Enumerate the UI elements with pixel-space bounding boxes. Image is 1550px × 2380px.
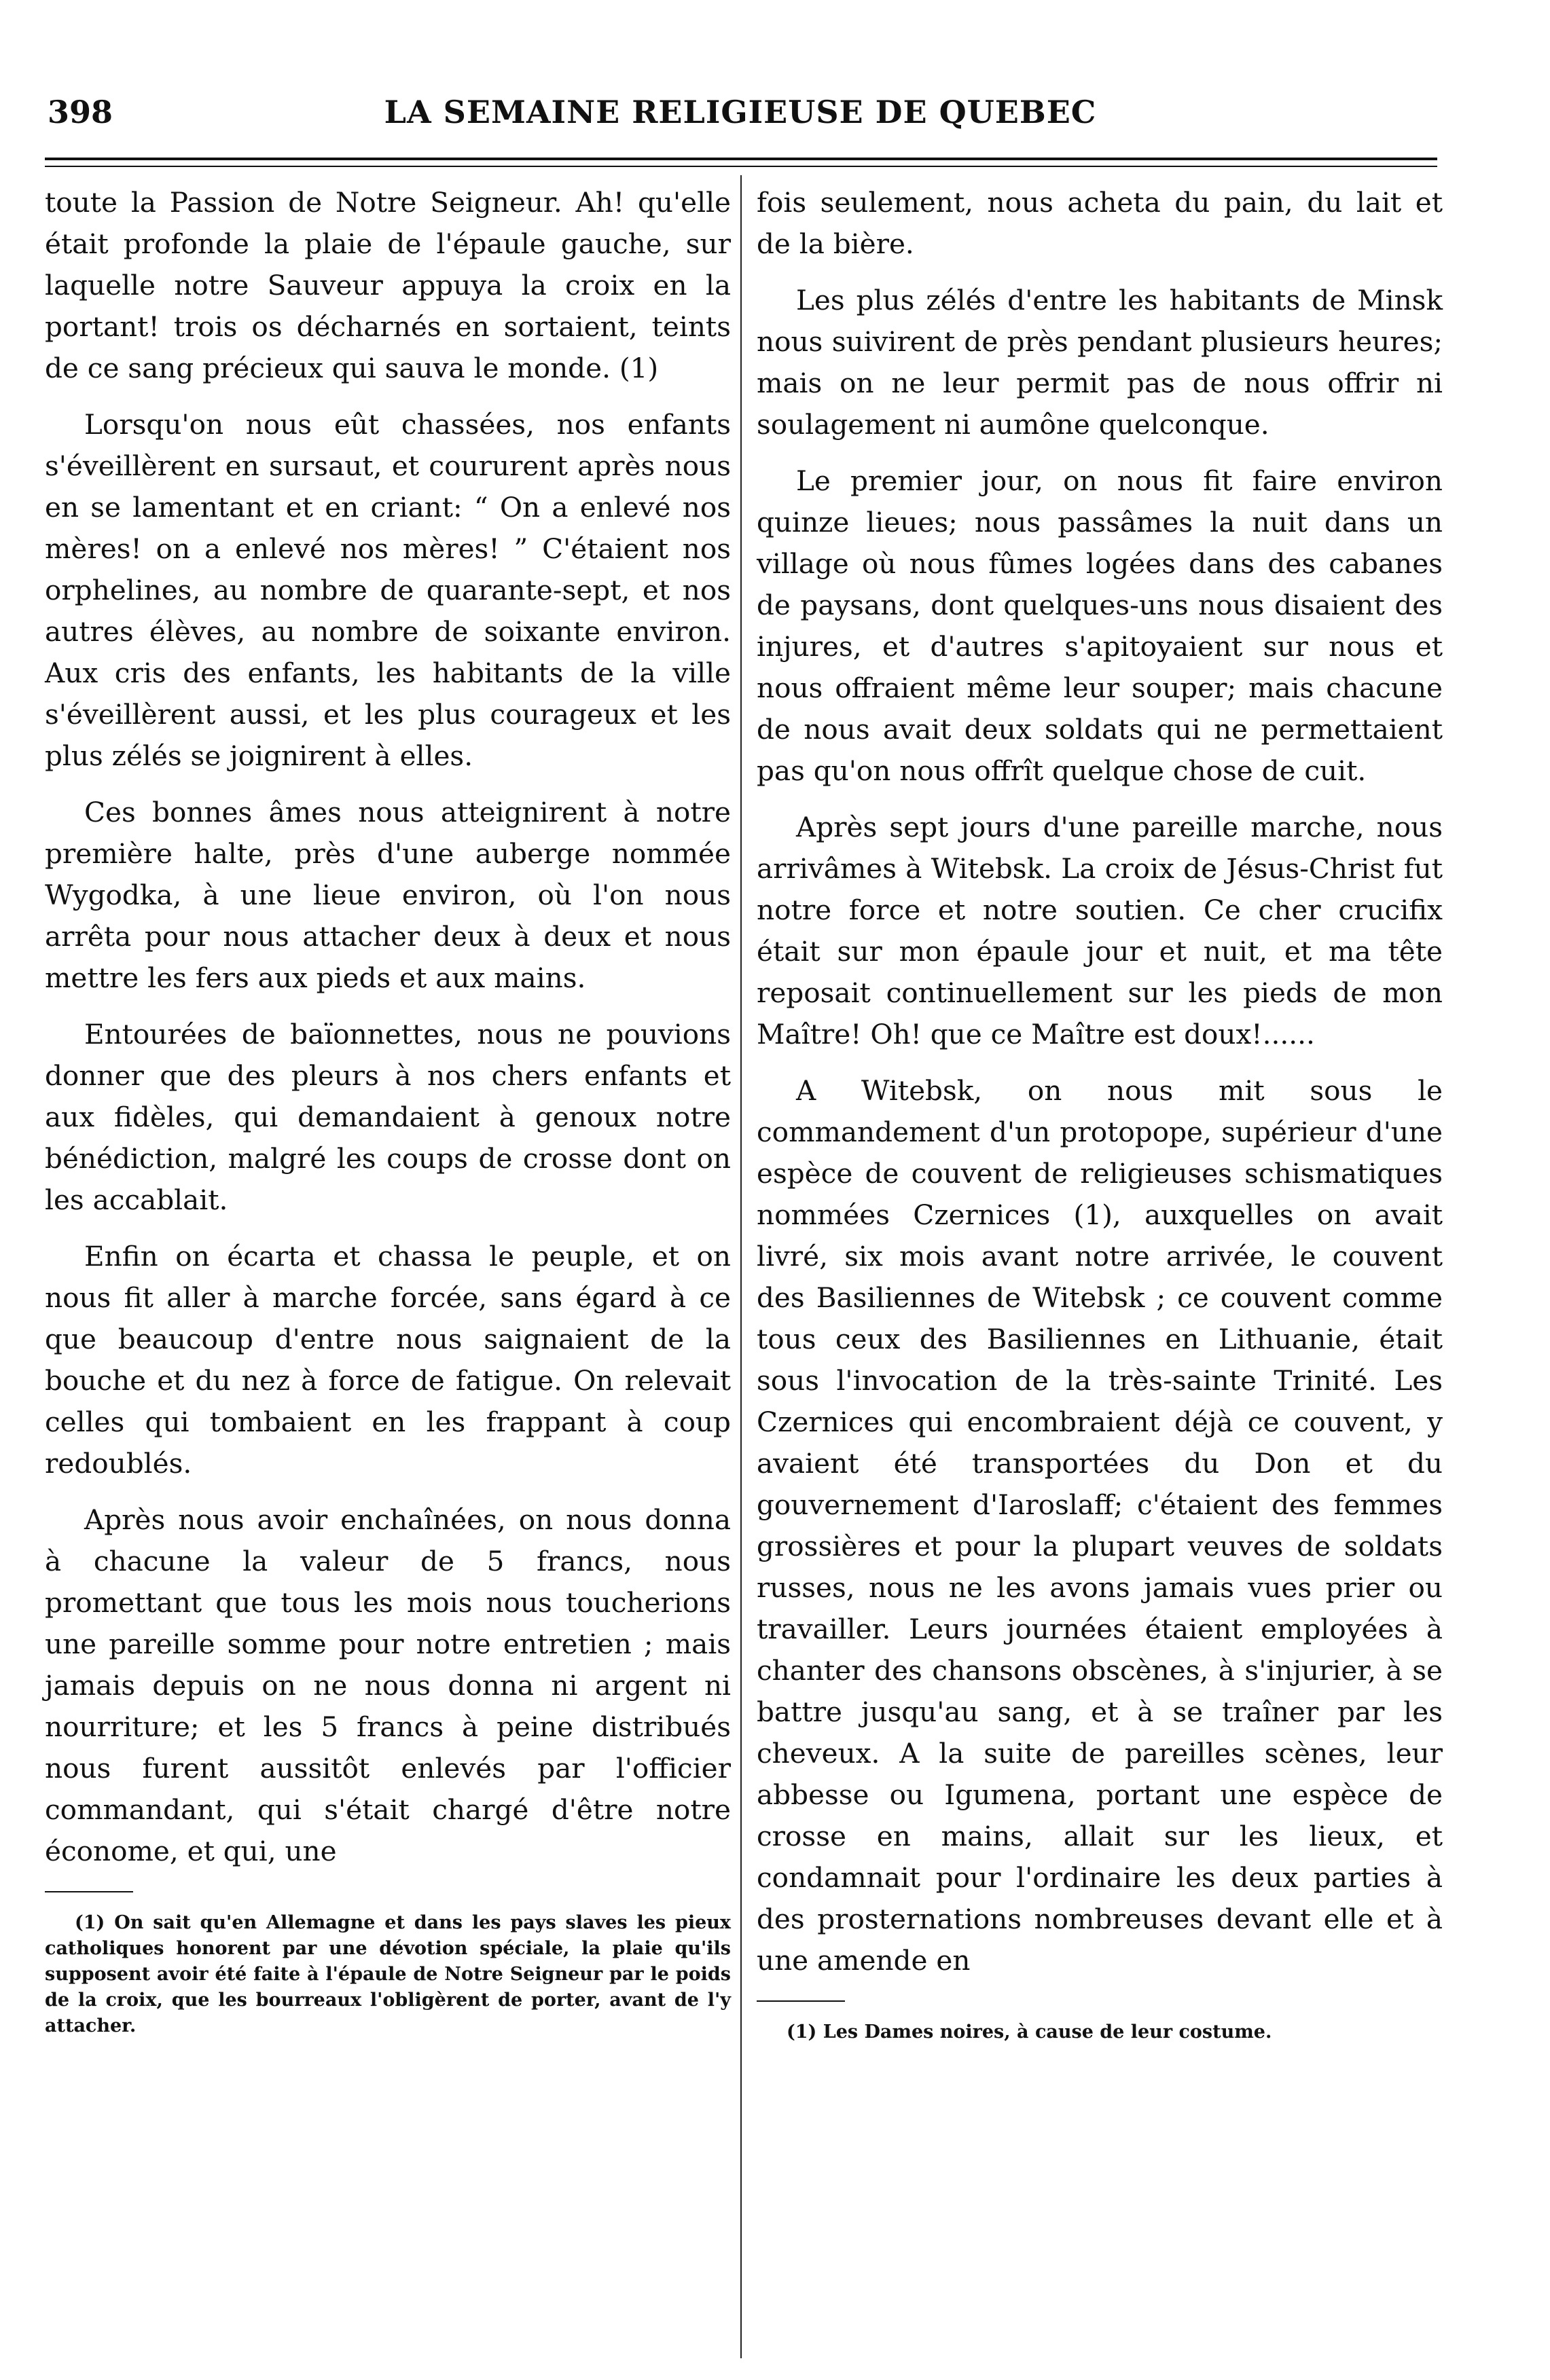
paragraph: A Witebsk, on nous mit sous le commandement d'un protopope, supérieur d'une espèce de couvent de religieuses schismatiques nommées Czernices (1), auxquelles on avait livré, six mois avant notre arrivée, le couvent des Basiliennes de Witebsk ; ce couvent comme tous ceux des Basiliennes en Lithuanie, était sous l'invocation de la très-sainte Trinité. Les Czernices qui encombraient déjà ce couvent, y avaient été transportées du Don et du gouvernement d'Iaroslaff; c'étaient des femmes grossières et pour la plupart veuves de soldats russes, nous ne les avons jamais vues prier ou travailler. Leurs journées étaient employées à chanter des chansons obscènes, à s'injurier, à se battre jusqu'au sang, et à se traîner par les cheveux. A la suite de pareilles scènes, leur abbesse ou Igumena, portant une espèce de crosse en mains, allait sur les lieux, et condamnait pour l'ordinaire les deux parties à des prosternations nombreuses devant elle et à une amende en — [757, 1074, 1443, 1977]
left-column — [45, 182, 731, 2355]
header-rule — [45, 158, 1437, 160]
footnote-rule — [757, 2000, 845, 2002]
column-divider — [740, 175, 742, 2358]
journal-title: LA SEMAINE RELIGIEUSE DE QUEBEC — [384, 94, 1097, 130]
paragraph: toute la Passion de Notre Seigneur. Ah! qu'elle était profonde la plaie de l'épaule gauche, sur laquelle notre Sauveur appuya la croix en la portant! trois os décharnés en sortaient, teints de ce sang précieux qui sauva le monde. (1) — [45, 186, 731, 384]
running-head — [48, 94, 1433, 134]
paragraph: Ces bonnes âmes nous atteignirent à notre première halte, près d'une auberge nommée Wygodka, à une lieue environ, où l'on nous arrêta pour nous attacher deux à deux et nous mettre les fers aux pieds et aux mains. — [45, 796, 731, 994]
paragraph: Entourées de baïonnettes, nous ne pouvions donner que des pleurs à nos chers enfants et aux fidèles, qui demandaient à genoux notre bénédiction, malgré les coups de crosse dont on les accablait. — [45, 1018, 731, 1216]
right-column — [757, 182, 1443, 2355]
footnote-rule — [45, 1891, 133, 1892]
page-number: 398 — [48, 94, 113, 130]
paragraph: Lorsqu'on nous eût chassées, nos enfants s'éveillèrent en sursaut, et coururent après nous en se lamentant et en criant: “ On a enlevé nos mères! on a enlevé nos mères! ” C'étaient nos orphelines, au nombre de quarante-sept, et nos autres élèves, au nombre de soixante environ. Aux cris des enfants, les habitants de la ville s'éveillèrent aussi, et les plus courageux et les plus zélés se joignirent à elles. — [45, 408, 731, 772]
paragraph: Après sept jours d'une pareille marche, nous arrivâmes à Witebsk. La croix de Jésus-Christ fut notre force et notre soutien. Ce cher crucifix était sur mon épaule jour et nuit, et ma tête reposait continuellement sur les pieds de mon Maître! Oh! que ce Maître est doux!...... — [757, 811, 1443, 1050]
paragraph: fois seulement, nous acheta du pain, du lait et de la bière. — [757, 186, 1443, 260]
footnote: (1) Les Dames noires, à cause de leur costume. — [787, 2021, 1272, 2043]
paragraph: Enfin on écarta et chassa le peuple, et on nous fit aller à marche forcée, sans égard à ce que beaucoup d'entre nous saignaient de la bouche et du nez à force de fatigue. On relevait celles qui tombaient en les frappant à coup redoublés. — [45, 1240, 731, 1480]
paragraph: Les plus zélés d'entre les habitants de Minsk nous suivirent de près pendant plusieurs heures; mais on ne leur permit pas de nous offrir ni soulagement ni aumône quelconque. — [757, 284, 1443, 441]
paragraph: Après nous avoir enchaînées, on nous donna à chacune la valeur de 5 francs, nous promettant que tous les mois nous toucherions une pareille somme pour notre entretien ; mais jamais depuis on ne nous donna ni argent ni nourriture; et les 5 francs à peine distribués nous furent aussitôt enlevés par l'officier commandant, qui s'était chargé d'être notre économe, et qui, une — [45, 1503, 731, 1867]
paragraph: Le premier jour, on nous fit faire environ quinze lieues; nous passâmes la nuit dans un village où nous fûmes logées dans des cabanes de paysans, dont quelques-uns nous disaient des injures, et d'autres s'apitoyaient sur nous et nous offraient même leur souper; mais chacune de nous avait deux soldats qui ne permettaient pas qu'on nous offrît quelque chose de cuit. — [757, 464, 1443, 787]
footnote: (1) On sait qu'en Allemagne et dans les pays slaves les pieux catholiques honorent par une dévotion spéciale, la plaie qu'ils supposent avoir été faite à l'épaule de Notre Seigneur par le poids de la croix, que les bourreaux l'obligèrent de porter, avant de l'y attacher. — [45, 1912, 731, 2036]
header-rule-thin — [45, 166, 1437, 167]
